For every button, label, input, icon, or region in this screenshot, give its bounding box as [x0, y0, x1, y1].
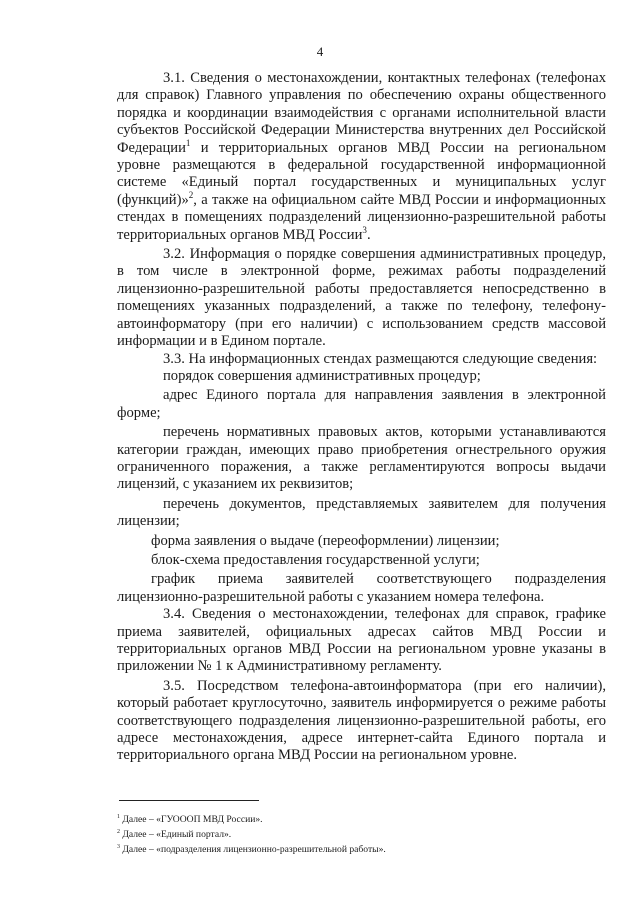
- footnote-1: [117, 812, 386, 827]
- paragraph-3-1: [117, 70, 606, 244]
- footnote-mark-3: 3: [117, 843, 120, 850]
- footnote-3: [117, 842, 386, 857]
- footnote-text-3: Далее – «подразделения лицензионно-разрешительной работы».: [119, 844, 386, 855]
- footnote-mark-2: 2: [117, 828, 120, 835]
- footnote-2: [117, 827, 386, 842]
- footnote-separator: [119, 800, 259, 801]
- paragraph-3-1-text-a: 3.1. Сведения о местонахождении, контактных телефонах (телефонах для справок) Главного управления по обеспечению охраны общественного порядка и координации взаимодействия с органами исполнительной власти субъектов Российской Федерации Министерства внутренних дел Российской Федерации: [117, 70, 606, 156]
- list-item: порядок совершения административных процедур;: [163, 367, 481, 384]
- footnote-ref-2: 2: [188, 189, 194, 200]
- page-number: 4: [316, 44, 324, 59]
- list-item: форма заявления о выдаче (переоформлении) лицензии;: [151, 532, 500, 549]
- list-item: график приема заявителей соответствующего подразделения лицензионно-разрешительной работы с указанием номера телефона.: [117, 571, 606, 605]
- paragraph-3-1-text-b: и территориальных органов МВД России на региональном уровне размещаются в федеральной государственной информационной системе «Единый портал государственных и муниципальных услуг (функций)»: [117, 139, 606, 208]
- paragraph-3-1-text-d: .: [366, 226, 371, 243]
- list-item: блок-схема предоставления государственной услуги;: [151, 551, 480, 568]
- paragraph-3-2: 3.2. Информация о порядке совершения административных процедур, в том числе в электронной форме, режимах работы подразделений лицензионно-разрешительной работы предоставляется непосредственно в помещениях указанных подразделений, а также по телефону, телефону-автоинформатору (при его наличии) с использованием средств массовой информации и в Едином портале.: [117, 246, 606, 350]
- list-item: перечень документов, представляемых заявителем для получения лицензии;: [117, 495, 606, 530]
- document-body: [117, 70, 606, 765]
- footnotes: [117, 812, 386, 857]
- paragraph-3-5: 3.5. Посредством телефона-автоинформатора (при его наличии), который работает круглосуточно, заявитель информируется о режиме работы соответствующего подразделения лицензионно-разрешительной работы, его адресе местонахождения, адресе интернет-сайта Единого портала и территориального органа МВД России на региональном уровне.: [117, 677, 606, 764]
- footnote-text-2: Далее – «Единый портал».: [119, 829, 232, 840]
- list-item: адрес Единого портала для направления заявления в электронной форме;: [117, 387, 606, 421]
- paragraph-3-3: 3.3. На информационных стендах размещаются следующие сведения:: [163, 350, 598, 367]
- footnote-mark-1: 1: [117, 813, 120, 820]
- footnote-ref-1: 1: [185, 137, 191, 148]
- paragraph-3-1-text-c: , а также на официальном сайте МВД России и информационных стендах в помещениях подразделений лицензионно-разрешительной работы территориальных органов МВД России: [117, 191, 606, 243]
- paragraph-3-4: 3.4. Сведения о местонахождении, телефонах для справок, графике приема заявителей, официальных адресах сайтов МВД России и территориальных органов МВД России на региональном уровне указаны в приложении № 1 к Административному регламенту.: [117, 606, 606, 675]
- list-item: перечень нормативных правовых актов, которыми устанавливаются категории граждан, имеющих право приобретения огнестрельного оружия ограниченного поражения, а также регламентируются вопросы выдачи лицензий, с указанием их реквизитов;: [117, 424, 606, 493]
- footnote-text-1: Далее – «ГУОООП МВД России».: [119, 814, 263, 825]
- footnote-ref-3: 3: [362, 224, 367, 235]
